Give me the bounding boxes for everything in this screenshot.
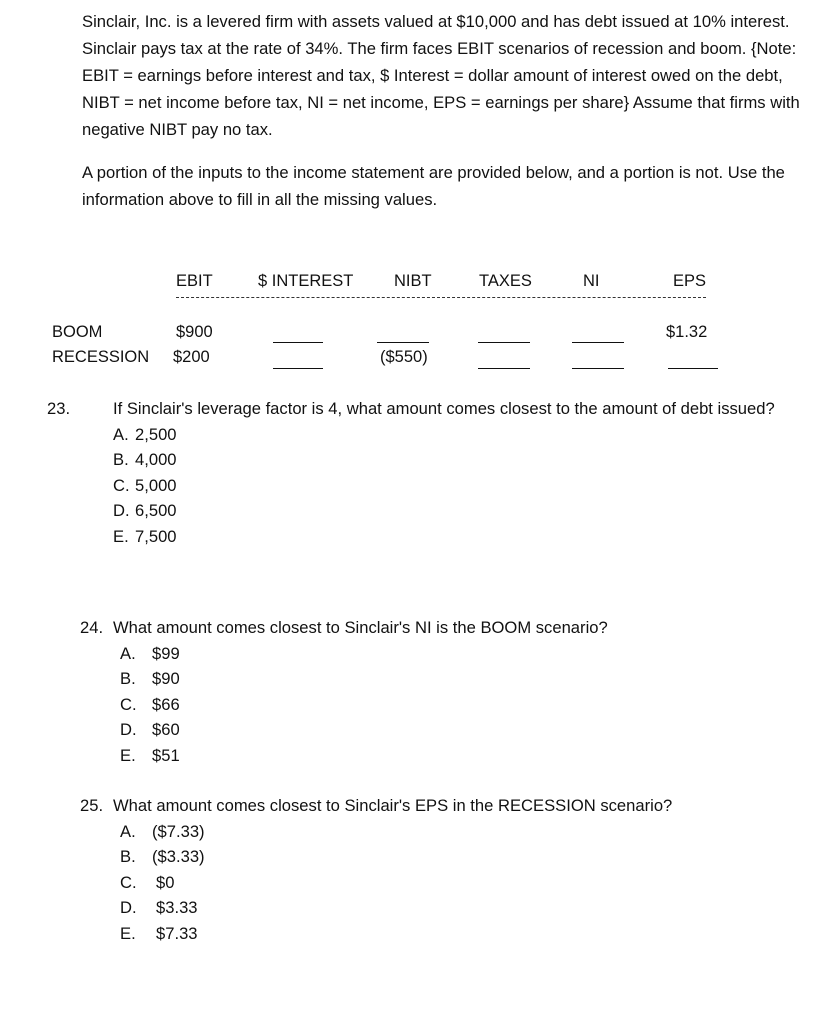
recession-eps-blank[interactable] [668, 368, 718, 369]
option-letter: B. [120, 847, 136, 866]
option-e[interactable] [120, 743, 800, 769]
option-letter: E. [113, 526, 129, 546]
option-d[interactable] [120, 895, 800, 921]
option-b[interactable] [120, 844, 800, 870]
question-24 [80, 615, 800, 768]
question-text: What amount comes closest to Sinclair's NI is the BOOM scenario? [113, 618, 608, 637]
option-text: $51 [152, 745, 180, 765]
option-text: ($3.33) [152, 847, 205, 866]
question-number: 24. [80, 618, 104, 637]
option-letter: C. [120, 872, 137, 892]
option-text: 6,500 [135, 501, 177, 520]
header-nibt: NIBT [394, 272, 432, 290]
option-letter: A. [120, 821, 136, 841]
option-a[interactable] [113, 422, 780, 448]
option-letter: A. [113, 424, 129, 444]
question-number: 23. [47, 399, 71, 418]
option-a[interactable] [120, 641, 800, 667]
header-ebit: EBIT [176, 272, 213, 290]
option-letter: B. [113, 450, 129, 469]
option-text: 7,500 [135, 526, 177, 546]
option-text: $3.33 [156, 898, 198, 917]
header-interest: $ INTEREST [258, 272, 354, 290]
header-eps: EPS [673, 272, 707, 290]
row-label-boom: BOOM [52, 323, 103, 341]
option-letter: A. [120, 643, 136, 663]
option-e[interactable] [113, 524, 780, 550]
question-text: What amount comes closest to Sinclair's EPS in the RECESSION scenario? [113, 796, 673, 815]
question-text: If Sinclair's leverage factor is 4, what amount comes closest to the amount of debt issued? [113, 399, 775, 418]
boom-ni-blank[interactable] [572, 342, 624, 343]
question-number: 25. [80, 796, 104, 815]
intro-paragraph: Sinclair, Inc. is a levered firm with assets valued at $10,000 and has debt issued at 10% interest. Sinclair pays tax at the rate of 34%. The firm faces EBIT scenarios of recession and boom. {Note: EBIT = earnings before interest and tax, $ Interest = dollar amount of interest owed on the debt, NIBT = net income before tax, NI = net income, EPS = earnings per share} Assume that firms with negative NIBT pay no tax. [82, 12, 800, 139]
option-text: 4,000 [135, 450, 177, 469]
option-text: $99 [152, 643, 180, 663]
option-text: ($7.33) [152, 821, 205, 841]
option-letter: C. [113, 475, 130, 495]
option-a[interactable] [120, 819, 800, 845]
option-text: $0 [156, 872, 175, 892]
option-b[interactable] [120, 666, 800, 692]
option-text: $7.33 [156, 923, 198, 943]
recession-interest-blank[interactable] [273, 368, 323, 369]
option-text: $60 [152, 720, 180, 739]
option-text: 2,500 [135, 424, 177, 444]
option-letter: D. [120, 898, 137, 917]
option-text: $66 [152, 694, 180, 714]
option-c[interactable] [120, 870, 800, 896]
recession-ebit: $200 [173, 348, 210, 366]
header-divider [176, 297, 706, 298]
answer-options [120, 641, 800, 769]
option-d[interactable] [120, 717, 800, 743]
row-label-recession: RECESSION [52, 348, 150, 366]
answer-options [113, 422, 780, 550]
header-taxes: TAXES [479, 272, 532, 290]
boom-ebit: $900 [176, 323, 213, 341]
boom-nibt-blank[interactable] [377, 342, 429, 343]
boom-eps: $1.32 [666, 323, 708, 341]
option-letter: E. [120, 923, 136, 943]
option-c[interactable] [120, 692, 800, 718]
question-25 [80, 793, 800, 946]
boom-taxes-blank[interactable] [478, 342, 530, 343]
recession-nibt: ($550) [380, 348, 428, 366]
question-23 [47, 396, 780, 549]
recession-ni-blank[interactable] [572, 368, 624, 369]
option-text: 5,000 [135, 475, 177, 495]
option-b[interactable] [113, 447, 780, 473]
option-e[interactable] [120, 921, 800, 947]
option-c[interactable] [113, 473, 780, 499]
option-letter: B. [120, 669, 136, 688]
recession-taxes-blank[interactable] [478, 368, 530, 369]
answer-options [120, 819, 800, 947]
option-text: $90 [152, 669, 180, 688]
option-letter: D. [113, 501, 130, 520]
header-ni: NI [583, 272, 600, 290]
option-letter: D. [120, 720, 137, 739]
boom-interest-blank[interactable] [273, 342, 323, 343]
instructions-paragraph: A portion of the inputs to the income statement are provided below, and a portion is not. Use the information above to fill in all the missing values. [82, 163, 785, 209]
option-letter: E. [120, 745, 136, 765]
option-letter: C. [120, 694, 137, 714]
option-d[interactable] [113, 498, 780, 524]
